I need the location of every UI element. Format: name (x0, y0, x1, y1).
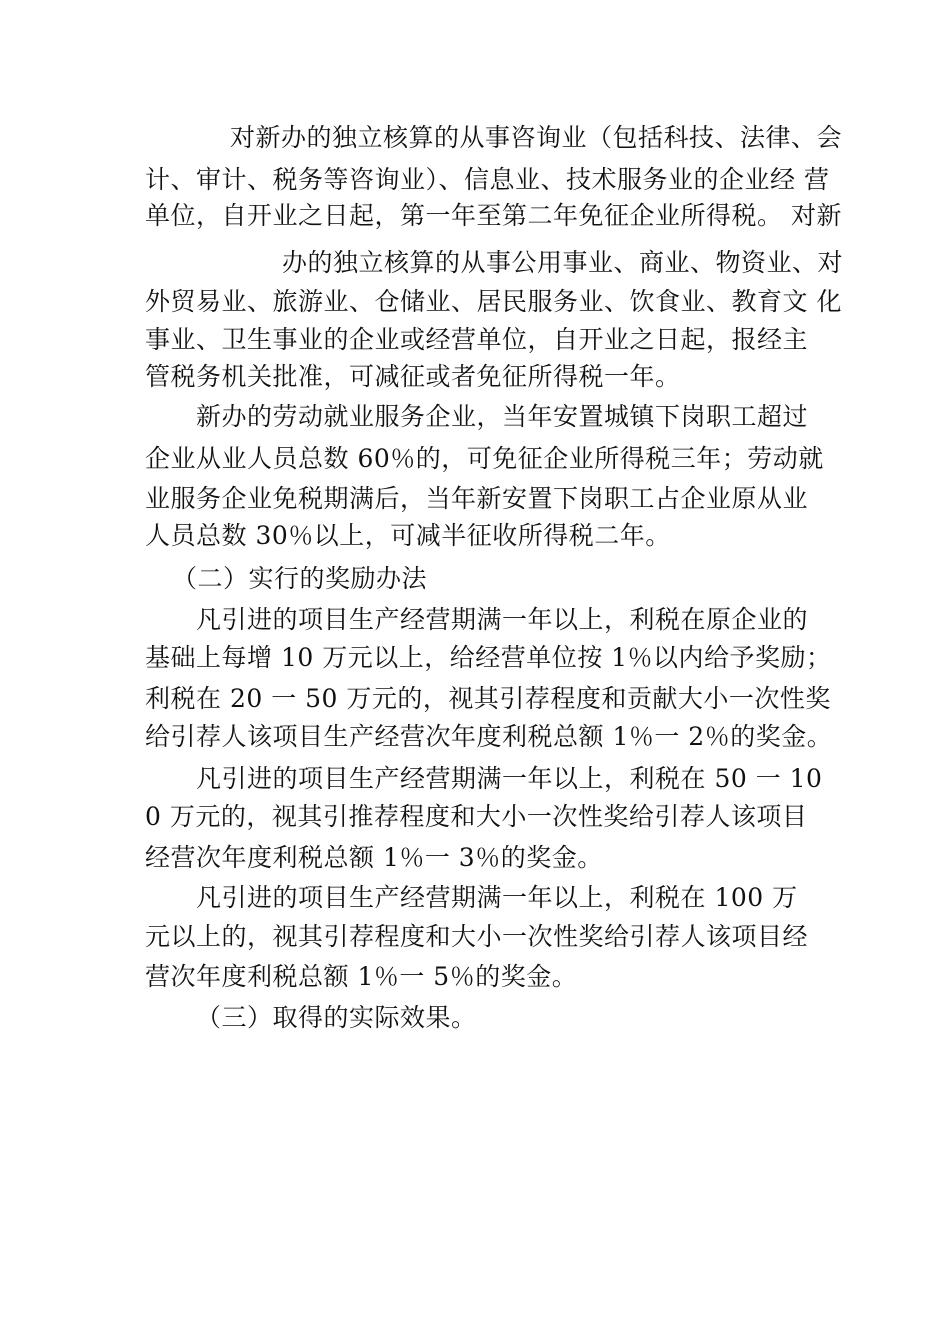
text-line: 凡引进的项目生产经营期满一年以上，利税在 50 一 10 (196, 764, 823, 793)
text-line: 凡引进的项目生产经营期满一年以上，利税在原企业的 (196, 605, 809, 634)
text-line: 基础上每增 10 万元以上，给经营单位按 1％以内给予奖励； (145, 643, 832, 672)
text-line: 对新办的独立核算的从事咨询业（包括科技、法律、会 (230, 123, 843, 152)
text-line: 办的独立核算的从事公用事业、商业、物资业、对 (282, 248, 844, 277)
text-line: 外贸易业、旅游业、仓储业、居民服务业、饮食业、教育文 化 (145, 287, 842, 316)
text-line: 人员总数 30％以上，可减半征收所得税二年。 (145, 521, 671, 550)
text-line: 元以上的，视其引荐程度和大小一次性奖给引荐人该项目经 (145, 922, 809, 951)
text-line: 业服务企业免税期满后，当年新安置下岗职工占企业原从业 (145, 484, 809, 513)
text-line: 0 万元的，视其引推荐程度和大小一次性奖给引荐人该项目 (145, 802, 808, 831)
text-line: 管税务机关批准，可减征或者免征所得税一年。 (145, 362, 681, 391)
text-line: 营次年度利税总额 1％一 5％的奖金。 (145, 962, 578, 991)
text-line: 新办的劳动就业服务企业，当年安置城镇下岗职工超过 (196, 402, 809, 431)
section-heading: （二）实行的奖励办法 (172, 564, 428, 593)
section-heading: （三）取得的实际效果。 (196, 1003, 477, 1032)
text-line: 利税在 20 一 50 万元的，视其引荐程度和贡献大小一次性奖 (145, 684, 831, 713)
text-line: 单位，自开业之日起，第一年至第二年免征企业所得税。 对新 (145, 201, 842, 230)
text-line: 给引荐人该项目生产经营次年度利税总额 1％一 2％的奖金。 (145, 722, 833, 751)
text-line: 凡引进的项目生产经营期满一年以上，利税在 100 万 (196, 883, 798, 912)
text-line: 经营次年度利税总额 1％一 3％的奖金。 (145, 843, 603, 872)
text-line: 计、审计、税务等咨询业）、信息业、技术服务业的企业经 营 (145, 165, 830, 194)
text-line: 事业、卫生事业的企业或经营单位，自开业之日起，报经主 (145, 325, 809, 354)
text-line: 企业从业人员总数 60％的，可免征企业所得税三年；劳动就 (145, 444, 824, 473)
